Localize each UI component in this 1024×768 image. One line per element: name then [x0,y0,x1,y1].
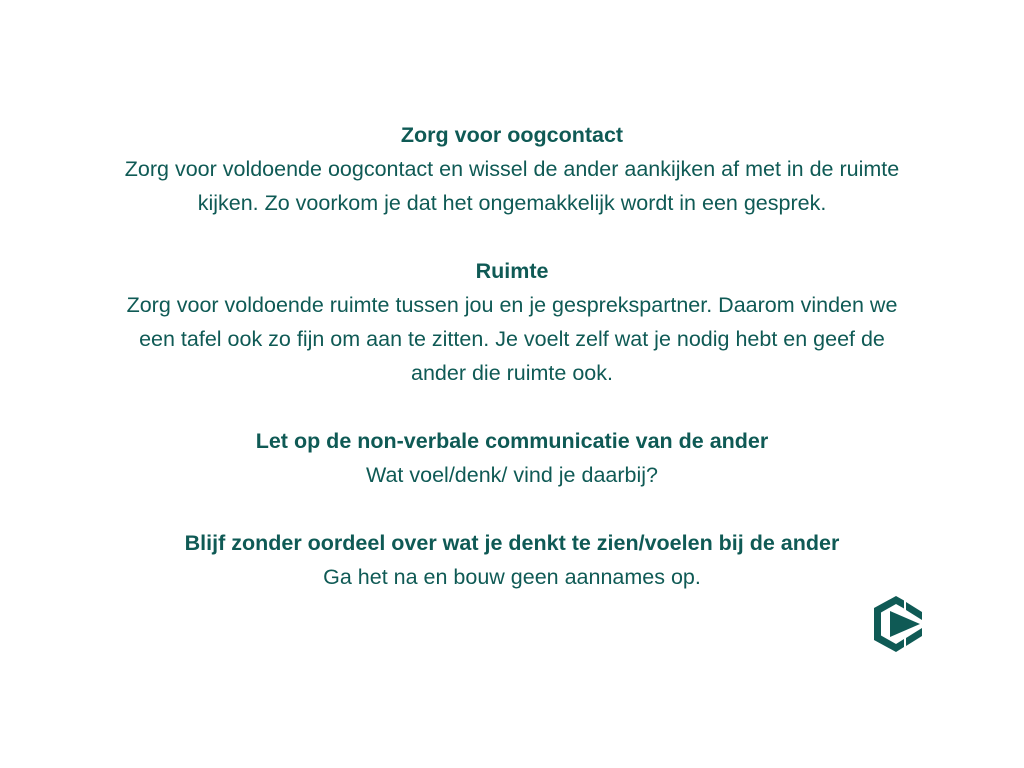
section-title: Let op de non-verbale communicatie van de ander [255,429,769,453]
section-text-line: kijken. Zo voorkom je dat het ongemakkelijk wordt in een gesprek. [197,191,827,215]
section-oogcontact [0,118,1024,220]
content [0,118,1024,628]
section-title: Blijf zonder oordeel over wat je denkt te zien/voelen bij de ander [184,531,840,555]
section-title: Zorg voor oogcontact [400,123,624,147]
section-title: Ruimte [475,259,549,283]
section-ruimte [0,254,1024,390]
section-text-line: ander die ruimte ook. [411,361,613,385]
section-text-line: een tafel ook zo fijn om aan te zitten. Je voelt zelf wat je nodig hebt en geef de [139,327,885,351]
section-text-line: Ga het na en bouw geen aannames op. [323,565,701,589]
section-non-verbale-communicatie [0,424,1024,492]
section-text-line: Zorg voor voldoende oogcontact en wissel de ander aankijken af met in de ruimte [124,157,900,181]
section-zonder-oordeel [0,526,1024,594]
section-text-line: Zorg voor voldoende ruimte tussen jou en je gesprekspartner. Daarom vinden we [126,293,898,317]
section-text-line: Wat voel/denk/ vind je daarbij? [365,463,658,487]
hexagon-play-logo-icon [868,594,928,654]
